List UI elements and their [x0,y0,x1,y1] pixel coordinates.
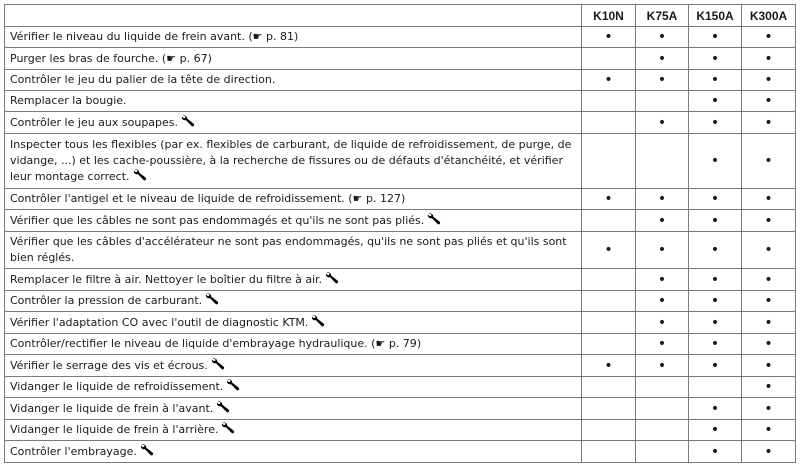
task-text: Remplacer le filtre à air. Nettoyer le boîtier du filtre à air. [10,272,323,286]
task-text: Vérifier que les câbles ne sont pas endommagés et qu'ils ne sont pas pliés. [10,213,425,227]
mark-cell-k10n [582,48,636,70]
mark-cell-k300a [742,91,796,112]
bullet-mark: • [657,336,667,352]
mark-cell-k150a [689,70,742,91]
mark-cell-k10n [582,312,636,334]
bullet-mark: • [764,212,773,229]
bullet-mark: • [604,72,613,88]
bullet-mark: • [764,400,773,417]
bullet-mark: • [764,443,773,460]
bullet-mark: • [710,422,720,438]
task-cell [5,441,582,463]
task-cell [5,355,582,377]
mark-cell-k10n [582,398,636,420]
mark-cell-k10n [582,355,636,377]
mark-cell-k300a [742,420,796,441]
bullet-mark: • [710,114,720,131]
task-cell: Contrôler l'antigel et le niveau de liquide de refroidissement. (☛ p. 127) [5,189,582,210]
hand-pointer-icon: ☛ [352,192,363,205]
task-text: Inspecter tous les flexibles (par ex. flexibles de carburant, de liquide de refroidissement, de purge, de vidange, ...) et les cache-poussière, à la recherche de fissures ou de défauts d'étanchéité, et vérifier leur montage correct. [10,138,572,183]
wrench-icon [221,422,235,434]
bullet-mark: • [657,293,667,309]
mark-cell-k75a [636,355,689,377]
mark-cell-k10n [582,189,636,210]
bullet-mark: • [764,191,773,207]
table-row [5,48,796,70]
mark-cell-k10n [582,210,636,232]
wrench-icon [325,272,339,284]
bullet-mark: • [710,271,720,288]
table-row [5,112,796,134]
mark-cell-k300a [742,70,796,91]
mark-cell-k10n [582,269,636,291]
wrench-icon [205,293,219,305]
bullet-mark: • [710,314,720,331]
table-row [5,398,796,420]
mark-cell-k150a [689,189,742,210]
mark-cell-k150a [689,134,742,189]
bullet-mark: • [657,114,667,131]
page-reference: p. 81 [266,30,295,43]
bullet-mark: • [764,357,773,374]
mark-cell-k75a [636,112,689,134]
task-text: Vidanger le liquide de frein à l'arrière. [10,423,219,436]
task-cell [5,210,582,232]
mark-cell-k300a [742,27,796,48]
bullet-mark: • [764,72,773,88]
table-row [5,355,796,377]
task-text: Contrôler le jeu aux soupapes. [10,115,179,129]
task-text: Contrôler l'antigel et le niveau de liquide de refroidissement. [10,192,345,205]
mark-cell-k300a [742,398,796,420]
wrench-icon [427,213,441,225]
table-row [5,134,796,189]
bullet-mark: • [764,293,773,309]
wrench-icon [181,115,195,127]
bullet-mark: • [710,336,720,352]
mark-cell-k150a [689,398,742,420]
bullet-mark: • [710,153,720,169]
bullet-mark: • [657,242,667,258]
mark-cell-k10n [582,27,636,48]
task-cell [5,291,582,312]
bullet-mark: • [710,242,720,258]
bullet-mark: • [657,314,667,331]
table-row [5,312,796,334]
maintenance-table-container [4,4,796,463]
mark-cell-k10n [582,334,636,355]
mark-cell-k150a [689,291,742,312]
bullet-mark: • [764,379,773,395]
mark-cell-k75a [636,269,689,291]
mark-cell-k75a [636,441,689,463]
wrench-icon [216,401,230,413]
task-cell [5,112,582,134]
mark-cell-k10n [582,291,636,312]
wrench-icon [211,358,225,370]
mark-cell-k300a [742,377,796,398]
mark-cell-k150a [689,232,742,269]
table-row [5,70,796,91]
header-k150a: K150A [689,5,742,27]
mark-cell-k10n [582,70,636,91]
hand-pointer-icon: ☛ [375,337,386,350]
mark-cell-k10n [582,232,636,269]
table-row [5,27,796,48]
mark-cell-k10n [582,420,636,441]
mark-cell-k300a [742,232,796,269]
bullet-mark: • [657,357,667,374]
mark-cell-k75a [636,70,689,91]
page-reference: p. 79 [388,337,417,350]
bullet-mark: • [764,422,773,438]
mark-cell-k300a [742,134,796,189]
mark-cell-k150a [689,420,742,441]
hand-pointer-icon: ☛ [166,51,177,65]
bullet-mark: • [764,93,773,109]
mark-cell-k300a [742,210,796,232]
header-row [5,5,796,27]
task-text: Vérifier le niveau du liquide de frein avant. [10,30,245,43]
bullet-mark: • [764,153,773,169]
task-text: Contrôler la pression de carburant. [10,294,203,307]
bullet-mark: • [657,191,667,207]
task-text: Contrôler/rectifier le niveau de liquide d'embrayage hydraulique. [10,337,368,350]
task-cell [5,134,582,189]
mark-cell-k75a [636,334,689,355]
mark-cell-k10n [582,134,636,189]
task-cell [5,70,582,91]
bullet-mark: • [710,72,720,88]
header-task [5,5,582,27]
task-cell [5,420,582,441]
mark-cell-k75a [636,420,689,441]
mark-cell-k75a [636,377,689,398]
mark-cell-k10n [582,91,636,112]
bullet-mark: • [764,50,773,67]
maintenance-table [4,4,796,463]
mark-cell-k300a [742,312,796,334]
mark-cell-k75a [636,232,689,269]
mark-cell-k10n [582,112,636,134]
task-text: Vidanger le liquide de refroidissement. [10,380,224,393]
table-row [5,334,796,355]
wrench-icon [311,315,325,327]
mark-cell-k150a [689,27,742,48]
mark-cell-k75a [636,398,689,420]
table-row [5,420,796,441]
bullet-mark: • [764,314,773,331]
table-row [5,91,796,112]
wrench-icon [140,444,154,456]
task-text: Vérifier l'adaptation CO avec l'outil de diagnostic KTM. [10,315,309,329]
wrench-icon [226,379,240,391]
bullet-mark: • [657,50,667,67]
task-text: Contrôler le jeu du palier de la tête de direction. [10,73,276,86]
page-reference: p. 67 [179,51,208,65]
task-cell: Purger les bras de fourche. (☛ p. 67) [5,48,582,70]
task-cell [5,312,582,334]
bullet-mark: • [657,271,667,288]
mark-cell-k300a [742,355,796,377]
page-reference: p. 127 [365,192,401,205]
header-k75a: K75A [636,5,689,27]
mark-cell-k150a [689,112,742,134]
bullet-mark: • [657,72,667,88]
mark-cell-k75a [636,291,689,312]
bullet-mark: • [604,29,613,45]
mark-cell-k75a [636,312,689,334]
mark-cell-k75a [636,210,689,232]
table-row [5,269,796,291]
table-row [5,232,796,269]
mark-cell-k75a [636,189,689,210]
mark-cell-k75a [636,27,689,48]
mark-cell-k150a [689,334,742,355]
mark-cell-k300a [742,48,796,70]
task-cell [5,377,582,398]
mark-cell-k150a [689,48,742,70]
mark-cell-k150a [689,269,742,291]
table-row [5,291,796,312]
bullet-mark: • [764,242,773,258]
task-text: Contrôler l'embrayage. [10,444,137,458]
mark-cell-k150a [689,377,742,398]
task-cell [5,269,582,291]
mark-cell-k150a [689,312,742,334]
bullet-mark: • [710,191,720,207]
bullet-mark: • [604,191,613,207]
table-row [5,377,796,398]
mark-cell-k75a [636,134,689,189]
mark-cell-k150a [689,91,742,112]
bullet-mark: • [710,293,720,309]
mark-cell-k75a [636,91,689,112]
wrench-icon [133,169,147,181]
task-text: Vérifier le serrage des vis et écrous. [10,358,208,372]
task-cell [5,91,582,112]
header-k10n: K10N [582,5,636,27]
mark-cell-k150a [689,210,742,232]
task-cell: Contrôler/rectifier le niveau de liquide d'embrayage hydraulique. (☛ p. 79) [5,334,582,355]
mark-cell-k150a [689,355,742,377]
bullet-mark: • [764,271,773,288]
hand-pointer-icon: ☛ [252,30,263,43]
task-text: Vidanger le liquide de frein à l'avant. [10,401,214,415]
table-row [5,189,796,210]
bullet-mark: • [710,93,720,109]
bullet-mark: • [710,29,720,45]
mark-cell-k300a [742,112,796,134]
table-body [5,27,796,463]
bullet-mark: • [710,443,720,460]
mark-cell-k10n [582,377,636,398]
mark-cell-k75a [636,48,689,70]
bullet-mark: • [604,242,613,258]
mark-cell-k300a [742,269,796,291]
table-row [5,210,796,232]
mark-cell-k300a [742,441,796,463]
mark-cell-k150a [689,441,742,463]
mark-cell-k10n [582,441,636,463]
bullet-mark: • [710,400,720,417]
task-text: Purger les bras de fourche. [10,51,159,65]
mark-cell-k300a [742,189,796,210]
task-text: Vérifier que les câbles d'accélérateur ne sont pas endommagés, qu'ils ne sont pas pliés et qu'ils sont bien réglés. [10,235,567,264]
bullet-mark: • [710,212,720,229]
bullet-mark: • [657,29,667,45]
task-cell: Vérifier le niveau du liquide de frein avant. (☛ p. 81) [5,27,582,48]
mark-cell-k300a [742,334,796,355]
bullet-mark: • [764,336,773,352]
table-row [5,441,796,463]
bullet-mark: • [764,29,773,45]
bullet-mark: • [764,114,773,131]
task-text: Remplacer la bougie. [10,94,127,107]
bullet-mark: • [657,212,667,229]
header-k300a: K300A [742,5,796,27]
bullet-mark: • [710,357,720,374]
task-cell [5,232,582,269]
mark-cell-k300a [742,291,796,312]
task-cell [5,398,582,420]
bullet-mark: • [710,50,720,67]
bullet-mark: • [604,357,613,374]
